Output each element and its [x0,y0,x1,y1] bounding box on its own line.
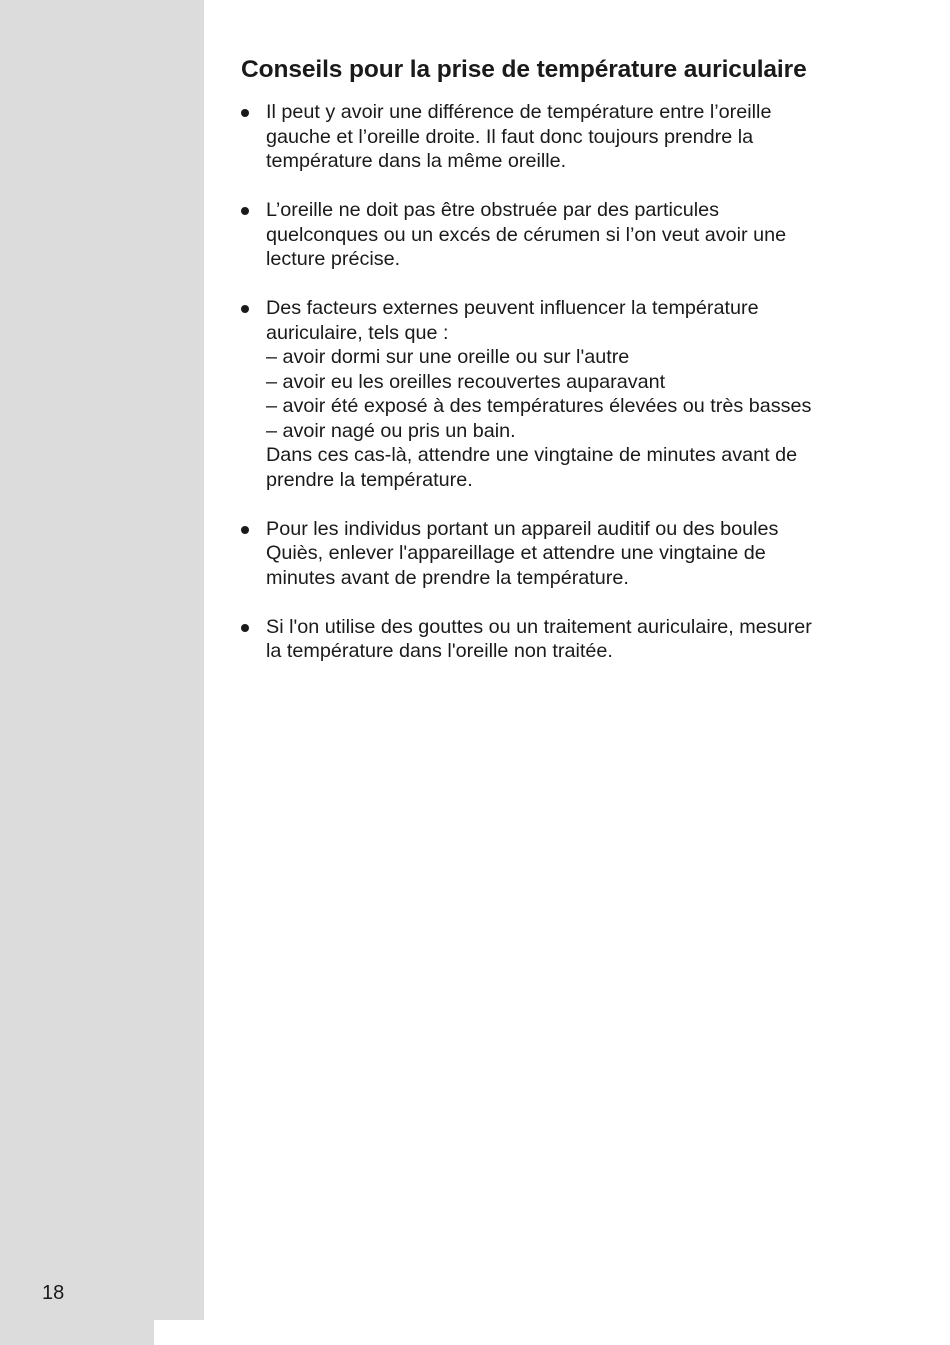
bullet-icon [241,207,249,215]
tip-line: Pour les individus portant un appareil auditif ou des boules [266,517,779,540]
bottom-strip [154,1320,204,1345]
tip-line: prendre la température. [266,468,473,491]
tip-line: Si l'on utilise des gouttes ou un traitement auriculaire, mesurer [266,615,812,638]
tip-line: Il peut y avoir une différence de température entre l’oreille [266,101,772,123]
tip-line: gauche et l’oreille droite. Il faut donc toujours prendre la [266,125,754,148]
tip-line: lecture précise. [266,248,401,270]
tip-line: auriculaire, tels que : [266,321,449,344]
page-title: Conseils pour la prise de température auriculaire [241,56,807,83]
tip-line: – avoir été exposé à des températures élevées ou très basses [266,395,812,417]
tip-item [241,517,891,591]
bullet-icon [241,305,249,313]
tip-line: quelconques ou un excés de cérumen si l’on veut avoir une [266,223,787,246]
tip-line: – avoir eu les oreilles recouvertes auparavant [266,370,666,393]
tip-line: L’oreille ne doit pas être obstruée par des particules [266,199,720,221]
tip-line: la température dans l'oreille non traitée. [266,640,613,662]
bullet-icon [241,624,249,632]
bullet-icon [241,526,249,534]
tips-list [241,100,891,664]
left-margin-band [0,0,204,1345]
tip-line: – avoir dormi sur une oreille ou sur l'autre [266,346,630,368]
bullet-icon [241,109,249,117]
tip-item [241,100,891,174]
tip-item [241,198,891,272]
tip-line: Des facteurs externes peuvent influencer la température [266,297,759,319]
tip-line: Dans ces cas-là, attendre une vingtaine de minutes avant de [266,444,798,466]
tip-line: température dans la même oreille. [266,150,567,172]
main-content [241,54,891,688]
tip-item [241,296,891,492]
page-number: 18 [42,1282,65,1304]
tip-line: – avoir nagé ou pris un bain. [266,419,516,442]
tip-line: minutes avant de prendre la température. [266,566,629,589]
tip-line: Quiès, enlever l'appareillage et attendre une vingtaine de [266,542,766,564]
tip-item [241,615,891,664]
